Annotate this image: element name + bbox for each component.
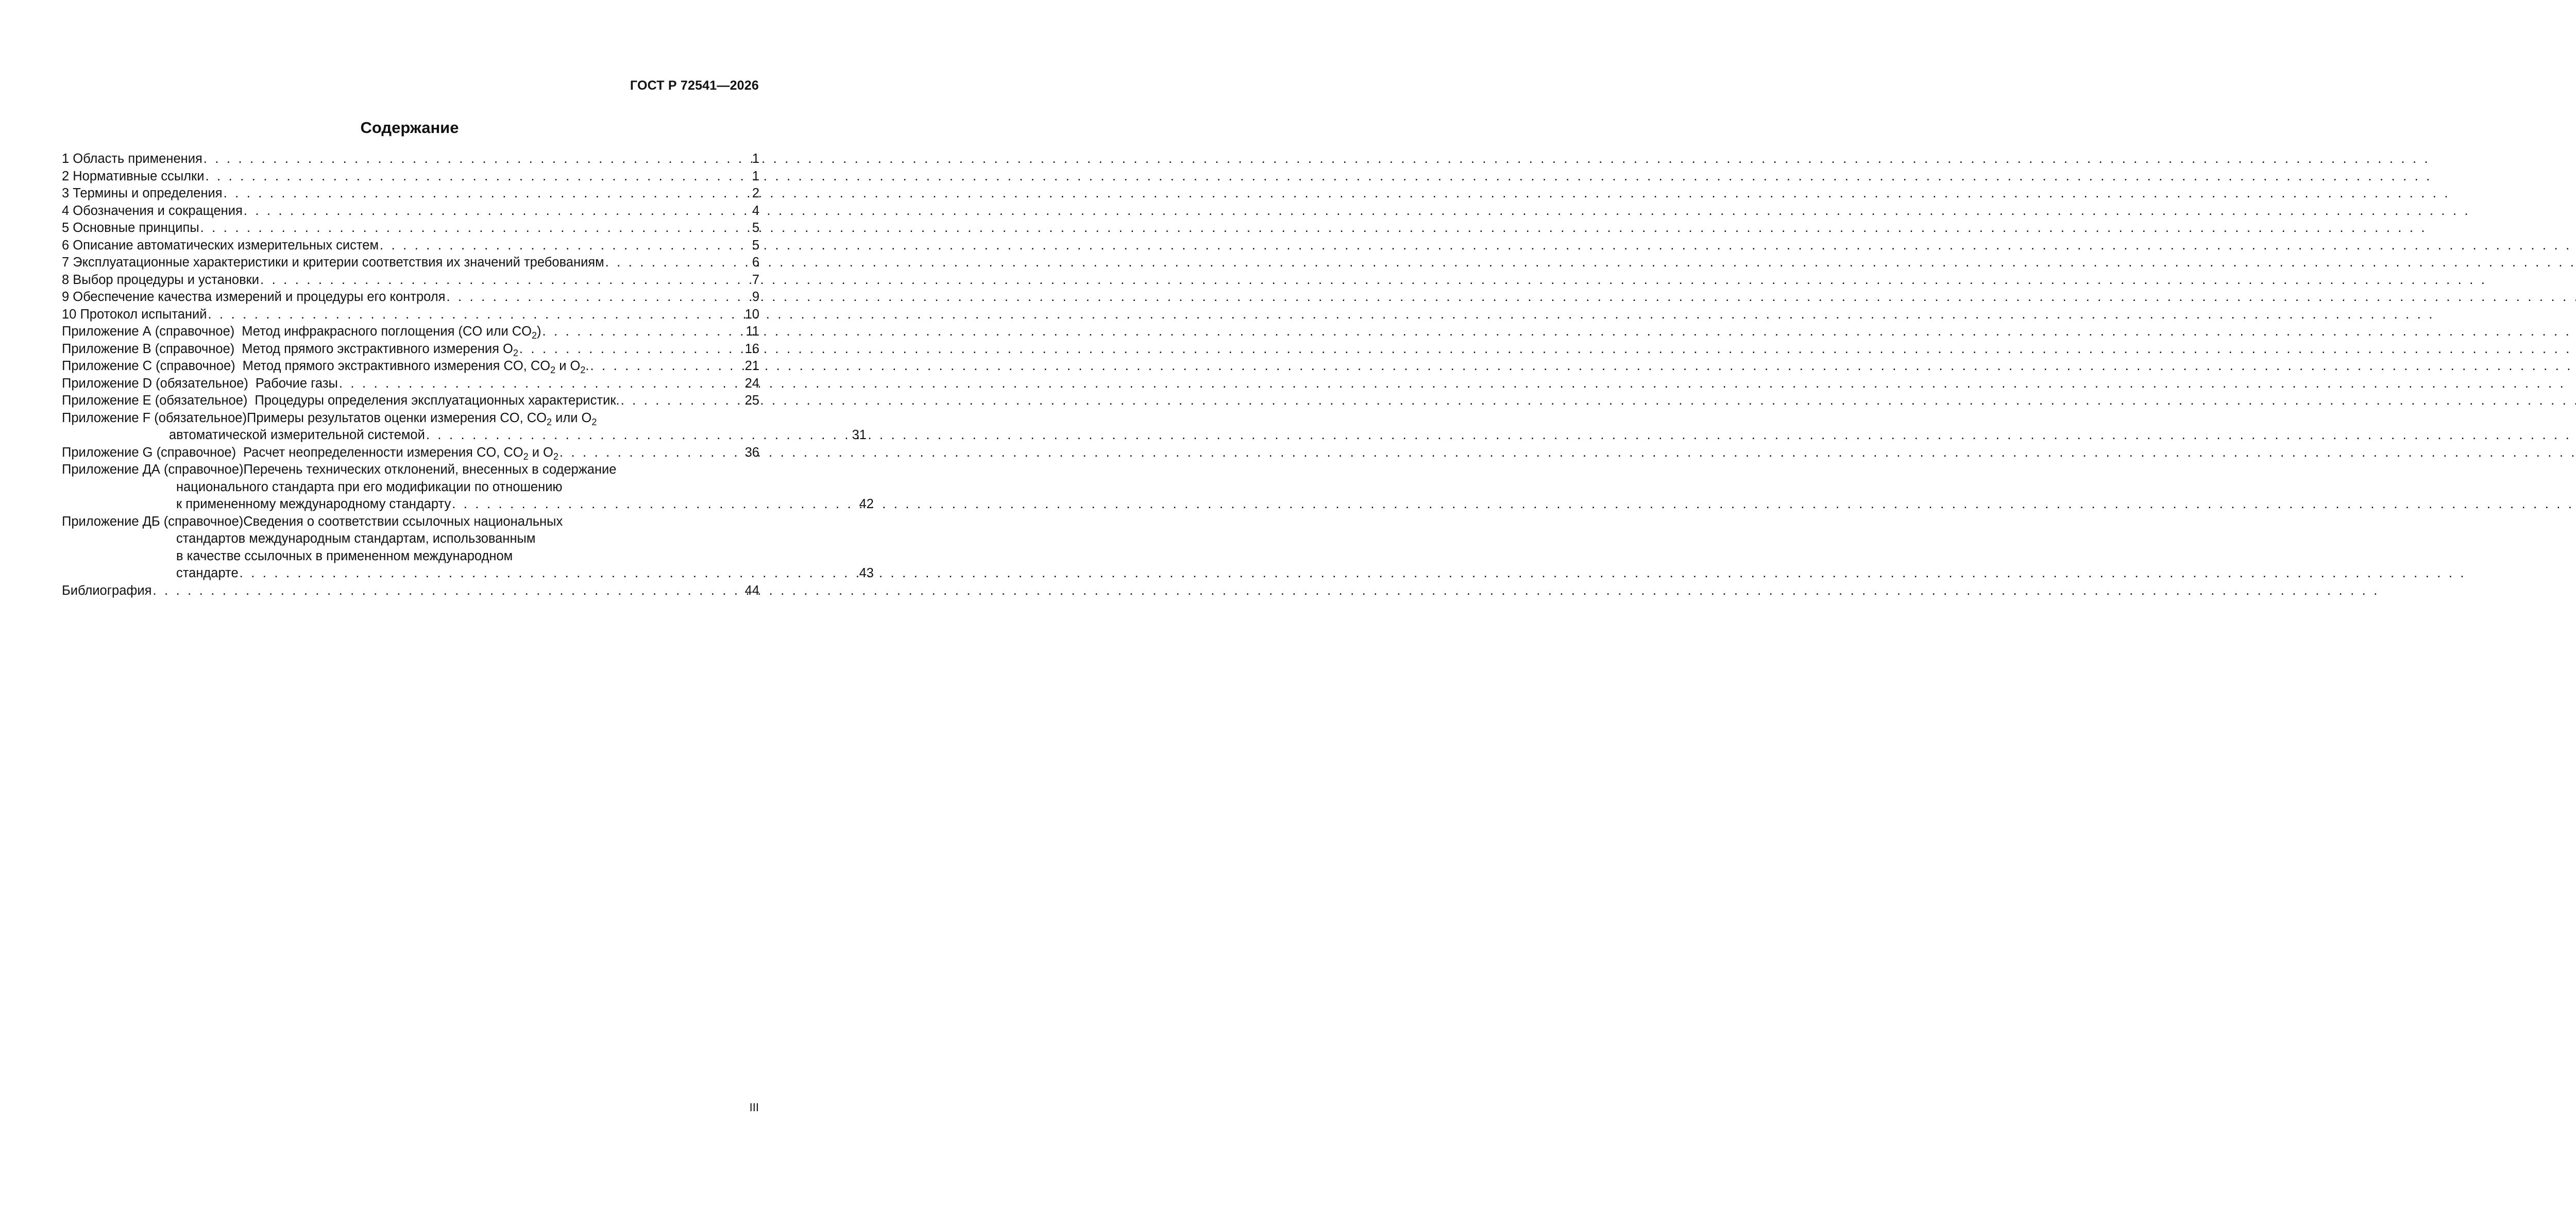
subscript: 2: [513, 347, 518, 358]
toc-entry-appendix-f-line-1[interactable]: [62, 410, 759, 427]
appendix-prefix: Приложение В (справочное): [62, 341, 235, 356]
dot-leader: [339, 375, 744, 393]
toc-page-number: 44: [744, 583, 759, 598]
subscript: 2: [550, 365, 556, 375]
toc-entry-appendix-e[interactable]: [62, 392, 759, 410]
toc-entry-appendix-db-line-2: стандартов международным стандартам, использованным: [176, 531, 536, 546]
subscript: 2: [553, 451, 558, 462]
appendix-title: Примеры результатов оценки измерения CO, CO: [246, 410, 547, 425]
toc-entry-appendix-db-line-3: в качестве ссылочных в примененном международном: [176, 548, 513, 563]
dot-leader: [605, 254, 751, 272]
toc-page-number: 24: [744, 376, 759, 391]
toc-entry-section-5[interactable]: 5 Основные принципы . . . 5: [62, 220, 759, 237]
toc-entry-section-9[interactable]: 9 Обеспечение качества измерений и процедуры его контроля . . . 9: [62, 289, 759, 306]
toc-entry-appendix-f-line-2[interactable]: [62, 427, 867, 444]
appendix-title: Процедуры определения эксплуатационных характеристик.: [255, 393, 620, 408]
toc-page-number: 16: [744, 341, 759, 356]
toc-entry-bibliography[interactable]: Библиография . . . 44: [62, 582, 759, 600]
document-code: ГОСТ Р 72541—2026: [630, 78, 759, 93]
dot-leader: [152, 582, 743, 600]
dot-leader: [380, 237, 751, 255]
appendix-title-continuation: стандарте: [176, 566, 239, 580]
appendix-title: Расчет неопределенности измерения CO, CO: [243, 445, 523, 460]
appendix-title-mid: или O: [552, 410, 592, 425]
subscript: 2: [580, 365, 586, 375]
toc-entry-section-4[interactable]: 4 Обозначения и сокращения . . . 4: [62, 203, 759, 220]
document-page: [0, 0, 874, 1205]
appendix-title: Метод прямого экстрактивного измерения O: [242, 341, 513, 356]
toc-entry-appendix-db-line-1[interactable]: [62, 513, 759, 531]
dot-leader: [200, 220, 751, 237]
appendix-prefix: Приложение F (обязательное): [62, 410, 247, 425]
appendix-prefix: Приложение G (справочное): [62, 445, 236, 460]
toc-entry-appendix-a[interactable]: [62, 323, 759, 341]
toc-page-number: 43: [859, 566, 874, 580]
dot-leader: [590, 358, 743, 375]
toc-entry-section-7[interactable]: 7 Эксплуатационные характеристики и критерии соответствия их значений требованиям . . . 6: [62, 254, 759, 272]
toc-entry-appendix-da-line-3[interactable]: [62, 496, 874, 513]
appendix-title: Рабочие газы: [255, 376, 338, 391]
dot-leader: [244, 203, 751, 220]
toc-entry-appendix-b[interactable]: [62, 341, 759, 358]
subscript: 2: [547, 416, 552, 427]
appendix-title: Перечень технических отклонений, внесенных в содержание: [243, 462, 617, 477]
toc-page-number: 2: [752, 186, 759, 200]
toc-entry-section-3[interactable]: 3 Термины и определения . . . 2: [62, 185, 759, 203]
appendix-title-end: .: [585, 359, 589, 373]
appendix-title: Метод прямого экстрактивного измерения CO, CO: [242, 359, 551, 373]
toc-page-number: 4: [752, 203, 759, 218]
toc-entry-appendix-d[interactable]: [62, 375, 759, 393]
dot-leader: [543, 323, 745, 341]
toc-page-number: 36: [744, 445, 759, 460]
appendix-prefix: Приложение ДА (справочное): [62, 462, 244, 477]
page-number: III: [749, 1101, 759, 1114]
toc-page-number: 7: [752, 272, 759, 287]
dot-leader: [446, 289, 751, 306]
appendix-prefix: Приложение ДБ (справочное): [62, 514, 244, 529]
appendix-prefix: Приложение С (справочное): [62, 359, 235, 373]
toc-entry-section-8[interactable]: 8 Выбор процедуры и установки . . . 7: [62, 272, 759, 289]
toc-page-number: 5: [752, 238, 759, 253]
toc-entry-section-1[interactable]: 1 Область применения . . . 1: [62, 150, 759, 168]
dot-leader: [560, 444, 744, 462]
toc-page-number: 42: [859, 497, 874, 511]
dot-leader: [204, 150, 751, 168]
toc-entry-appendix-db-line-4[interactable]: [62, 565, 874, 582]
toc-page-number: 11: [745, 324, 759, 339]
toc-page-number: 1: [752, 169, 759, 183]
appendix-title-end: ): [537, 324, 541, 339]
subscript: 2: [591, 416, 597, 427]
appendix-prefix: Приложение D (обязательное): [62, 376, 248, 391]
toc-page-number: 21: [744, 359, 759, 373]
appendix-title: Метод инфракрасного поглощения (CO или CO: [242, 324, 532, 339]
toc-entry-appendix-da-line-1[interactable]: [62, 461, 759, 479]
toc-page-number: 6: [752, 255, 759, 270]
dot-leader: [240, 565, 858, 582]
toc-page-number: 5: [752, 221, 759, 235]
dot-leader: [205, 168, 751, 186]
dot-leader: [208, 306, 743, 324]
toc-entry-section-10[interactable]: 10 Протокол испытаний . . . 10: [62, 306, 759, 324]
toc-entry-appendix-da-line-2: национального стандарта при его модификации по отношению: [176, 479, 563, 494]
dot-leader: [260, 272, 751, 289]
dot-leader: [519, 341, 744, 358]
dot-leader: [426, 427, 851, 444]
subscript: 2: [532, 330, 537, 341]
dot-leader: [621, 392, 744, 410]
appendix-title-continuation: к примененному международному стандарту: [176, 497, 451, 511]
appendix-prefix: Приложение А (справочное): [62, 324, 235, 339]
appendix-title-mid: и O: [555, 359, 581, 373]
toc-page-number: 10: [744, 307, 759, 322]
toc-page-number: 31: [852, 428, 867, 442]
toc-entry-appendix-g[interactable]: [62, 444, 759, 462]
appendix-title: Сведения о соответствии ссылочных национальных: [243, 514, 563, 529]
dot-leader: [452, 496, 858, 513]
toc-page-number: 25: [744, 393, 759, 408]
toc-page-number: 1: [752, 152, 759, 166]
dot-leader: [224, 185, 751, 203]
appendix-title-continuation: автоматической измерительной системой: [169, 428, 425, 442]
toc-page-number: 9: [752, 290, 759, 304]
toc-entry-section-2[interactable]: 2 Нормативные ссылки . . . 1: [62, 168, 759, 186]
table-of-contents: [62, 150, 874, 599]
toc-title: Содержание: [360, 119, 459, 137]
appendix-title-mid: и O: [528, 445, 553, 460]
toc-entry-appendix-c[interactable]: [62, 358, 759, 375]
appendix-prefix: Приложение Е (обязательное): [62, 393, 248, 408]
subscript: 2: [523, 451, 529, 462]
toc-entry-section-6[interactable]: 6 Описание автоматических измерительных систем . . . 5: [62, 237, 759, 255]
